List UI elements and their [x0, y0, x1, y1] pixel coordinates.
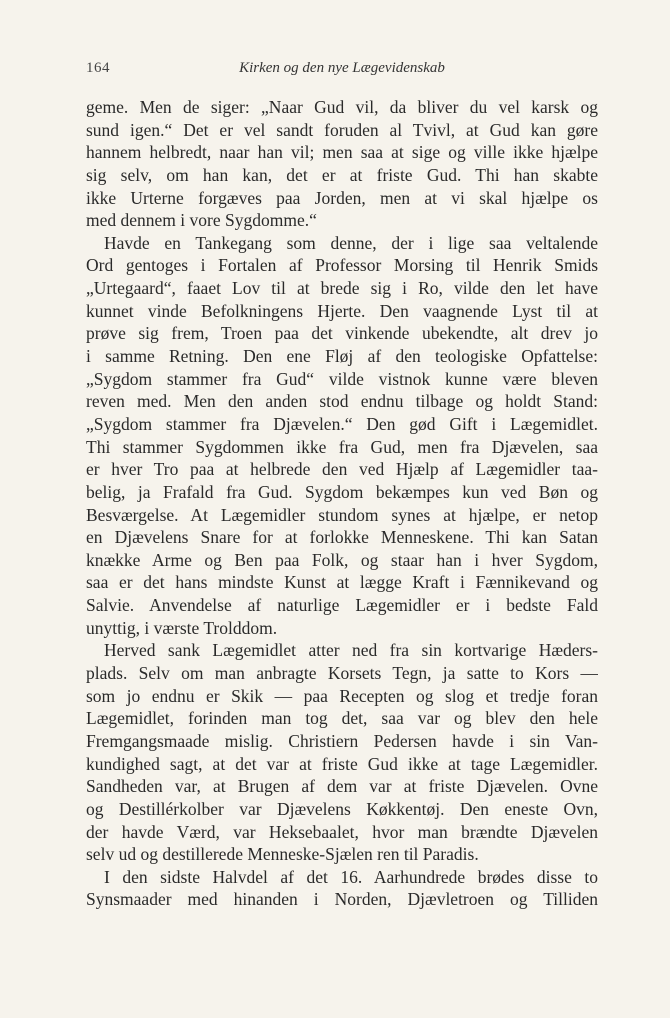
text-line: selv ud og destillerede Menneske-Sjælen ren til Paradis. — [86, 844, 479, 865]
text-line: unyttig, i værste Trolddom. — [86, 617, 278, 638]
paragraph-start-line: Herved sank Lægemidlet atter ned fra sin kortvarige Hæders- — [104, 640, 598, 661]
text-line: Besværgelse. At Lægemidler stundom synes at hjælpe, er netop — [86, 504, 598, 525]
text-line: Thi stammer Sygdommen ikke fra Gud, men fra Djævelen, saa — [86, 436, 598, 457]
text-line: belig, ja Frafald fra Gud. Sygdom bekæmpes kun ved Bøn og — [86, 481, 598, 502]
paragraph-start-line: Havde en Tankegang som denne, der i lige saa veltalende — [104, 232, 598, 253]
body-text — [86, 96, 598, 911]
text-line: Ord gentoges i Fortalen af Professor Morsing til Henrik Smids — [86, 255, 598, 276]
text-line: plads. Selv om man anbragte Korsets Tegn, ja satte to Kors — — [86, 663, 598, 684]
text-line: med dennem i vore Sygdomme.“ — [86, 210, 317, 231]
running-head — [86, 60, 598, 84]
text-line: en Djævelens Snare for at forlokke Menneskene. Thi kan Satan — [86, 527, 598, 548]
text-line: er hver Tro paa at helbrede den ved Hjælp af Lægemidler taa- — [86, 459, 598, 480]
text-line: „Urtegaard“, faaet Lov til at brede sig i Ro, vilde den let have — [86, 278, 598, 299]
text-line: sig selv, om han kan, det er at friste Gud. Thi han skabte — [86, 164, 598, 185]
text-line: i samme Retning. Den ene Fløj af den teologiske Opfattelse: — [86, 346, 598, 367]
text-line: prøve sig frem, Troen paa det vinkende ubekendte, alt drev jo — [86, 323, 598, 344]
text-line: knække Arme og Ben paa Folk, og staar han i hver Sygdom, — [86, 549, 598, 570]
text-line: hannem helbredt, naar han vil; men saa at sige og ville ikke hjælpe — [86, 142, 598, 163]
text-line: Lægemidlet, forinden man tog det, saa var og blev den hele — [86, 708, 598, 729]
running-title: Kirken og den nye Lægevidenskab — [239, 60, 445, 76]
text-line: Salvie. Anvendelse af naturlige Lægemidler er i bedste Fald — [86, 595, 598, 616]
text-line: reven med. Men den anden stod endnu tilbage og holdt Stand: — [86, 391, 598, 412]
text-line: „Sygdom stammer fra Djævelen.“ Den gød Gift i Lægemidlet. — [86, 413, 598, 434]
text-line: Synsmaader med hinanden i Norden, Djævletroen og Tilliden — [86, 889, 598, 910]
text-line: der havde Værd, var Heksebaalet, hvor man brændte Djævelen — [86, 821, 598, 842]
text-line: saa er det hans mindste Kunst at lægge Kraft i Fænnikevand og — [86, 572, 598, 593]
text-line: som jo endnu er Skik — paa Recepten og slog et tredje foran — [86, 685, 598, 706]
text-line: og Destillérkolber var Djævelens Køkkentøj. Den eneste Ovn, — [86, 798, 598, 819]
text-line: kunnet vinde Befolkningens Hjerte. Den vaagnende Lyst til at — [86, 300, 598, 321]
text-line: Sandheden var, at Brugen af dem var at friste Djævelen. Ovne — [86, 776, 598, 797]
text-line: ikke Urterne forgæves paa Jorden, men at vi skal hjælpe os — [86, 187, 598, 208]
text-line: „Sygdom stammer fra Gud“ vilde vistnok kunne være bleven — [86, 368, 598, 389]
text-line: sund igen.“ Det er vel sandt foruden al Tvivl, at Gud kan gøre — [86, 119, 598, 140]
text-line: geme. Men de siger: „Naar Gud vil, da bliver du vel karsk og — [86, 97, 598, 117]
text-line: Fremgangsmaade mislig. Christiern Pedersen havde i sin Van- — [86, 730, 598, 751]
page-number: 164 — [86, 60, 110, 76]
text-line: kundighed sagt, at det var at friste Gud ikke at tage Lægemidler. — [86, 753, 598, 774]
paragraph-start-line: I den sidste Halvdel af det 16. Aarhundrede brødes disse to — [104, 866, 598, 887]
